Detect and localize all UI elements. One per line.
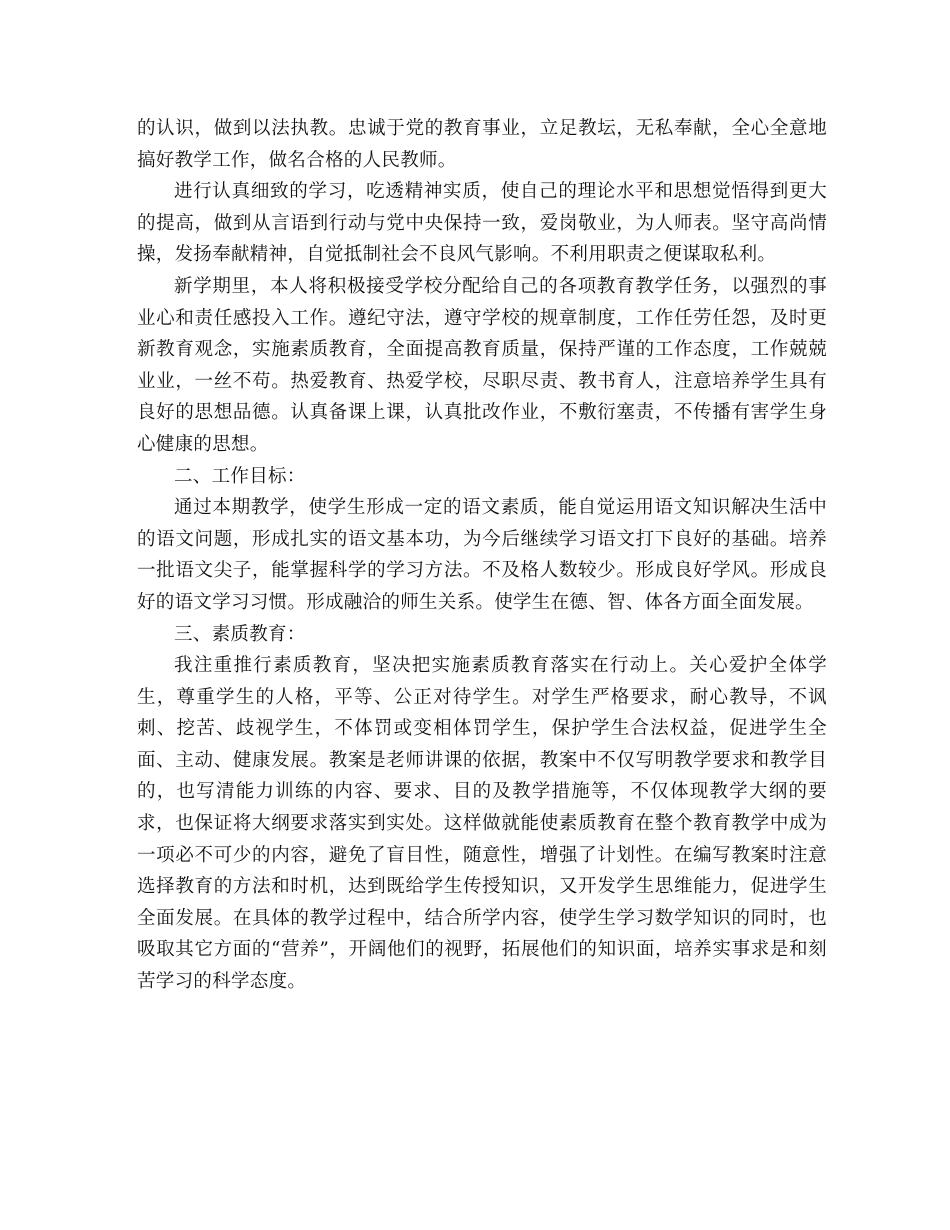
paragraph-work-goals: 通过本期教学，使学生形成一定的语文素质，能自觉运用语文知识解决生活中的语文问题，形成扎实的语文基本功，为今后继续学习语文打下良好的基础。培养一批语文尖子，能掌握科学的学习方法。不及格人数较少。形成良好学风。形成良好的语文学习习惯。形成融洽的师生关系。使学生在德、智、体各方面全面发展。 xyxy=(137,497,827,613)
paragraph-study: 进行认真细致的学习，吃透精神实质，使自己的理论水平和思想觉悟得到更大的提高，做到从言语到行动与党中央保持一致，爱岗敬业，为人师表。坚守高尚情操，发扬奉献精神，自觉抵制社会不良风气影响。不利用职责之便谋取私利。 xyxy=(137,181,827,266)
section-heading-work-goals: 二、工作目标： xyxy=(174,465,306,487)
paragraph-continuation: 的认识，做到以法执教。忠诚于党的教育事业，立足教坛，无私奉献，全心全意地搞好教学工作，做名合格的人民教师。 xyxy=(137,118,827,171)
paragraph-new-semester: 新学期里，本人将积极接受学校分配给自己的各项教育教学任务，以强烈的事业心和责任感投入工作。遵纪守法，遵守学校的规章制度，工作任劳任怨，及时更新教育观念，实施素质教育，全面提高教育质量，保持严谨的工作态度，工作兢兢业业，一丝不苟。热爱教育、热爱学校，尽职尽责、教书育人，注意培养学生具有良好的思想品德。认真备课上课，认真批改作业，不敷衍塞责，不传播有害学生身心健康的思想。 xyxy=(137,275,827,455)
document-page xyxy=(137,113,827,998)
section-heading-quality-education: 三、素质教育： xyxy=(174,623,306,645)
paragraph-quality-education: 我注重推行素质教育，坚决把实施素质教育落实在行动上。关心爱护全体学生，尊重学生的人格，平等、公正对待学生。对学生严格要求，耐心教导，不讽刺、挖苦、歧视学生，不体罚或变相体罚学生，保护学生合法权益，促进学生全面、主动、健康发展。教案是老师讲课的依据，教案中不仅写明教学要求和教学目的，也写清能力训练的内容、要求、目的及教学措施等，不仅体现教学大纲的要求，也保证将大纲要求落实到实处。这样做就能使素质教育在整个教育教学中成为一项必不可少的内容，避免了盲目性，随意性，增强了计划性。在编写教案时注意选择教育的方法和时机，达到既给学生传授知识，又开发学生思维能力，促进学生全面发展。在具体的教学过程中，结合所学内容，使学生学习数学知识的同时，也吸取其它方面的“营养”，开阔他们的视野，拓展他们的知识面，培养实事求是和刻苦学习的科学态度。 xyxy=(137,655,827,993)
